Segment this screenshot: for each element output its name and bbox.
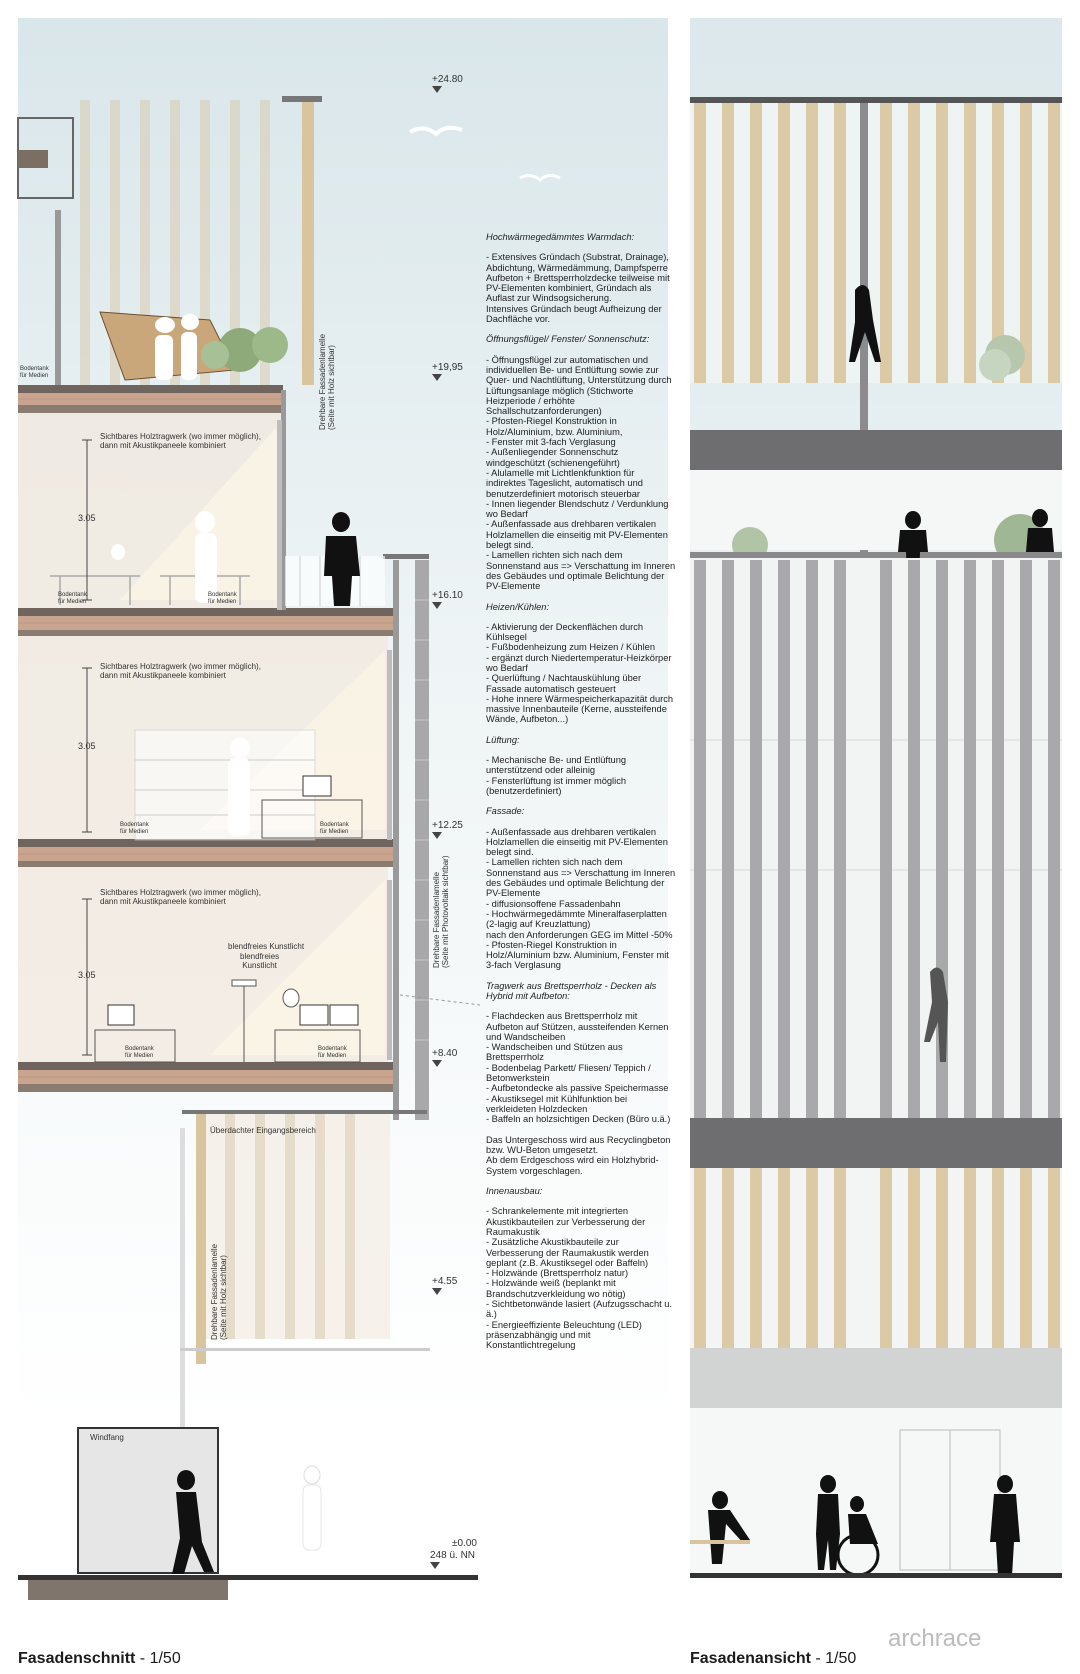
elevation-caption: Fasadenansicht - 1/50 xyxy=(690,1650,857,1667)
level-label: +12.25 xyxy=(432,820,463,839)
lamella-note: Drehbare Fassadenlamelle (Seite mit Holz sichtbar) xyxy=(210,1243,228,1340)
windfang-label: Windfang xyxy=(90,1433,124,1442)
entrance-note: Überdachter Eingangsbereich xyxy=(210,1126,316,1135)
level-label: +4.55 xyxy=(432,1276,457,1295)
dimension-label: 3.05 xyxy=(78,741,96,751)
notes-body: - Aktivierung der Deckenflächen durch Kühlsegel - Fußbodenheizung zum Heizen / Kühlen - ergänzt durch Niedertemperatur-Heizkörper wo Bedarf - Querlüftung / Nachtauskühlung über Fassade automatisch gesteuert - Hohe innere Wärmespeicherkapazität durch massive Innenbauteile (Kerne, aussteifende Wände, Aufbeton...) xyxy=(486,621,674,725)
notes-heading: Fassade: xyxy=(486,806,525,817)
floor-box-note: Bodentank für Medien xyxy=(320,822,349,835)
dimension-label: 3.05 xyxy=(78,513,96,523)
lamella-note: Drehbare Fassadenlamelle (Seite mit Holz sichtbar) xyxy=(318,333,336,430)
notes-body: - Extensives Gründach (Substrat, Drainage), Abdichtung, Wärmedämmung, Dampfsperre Aufbeton + Brettsperrholzdecke teilweise mit PV-Elementen kombiniert, Gründach als Auflast zur Windsogsicherung. Intensives Gründach beugt Aufheizung der Dachfläche vor. xyxy=(486,252,670,325)
level-label: +8.40 xyxy=(432,1048,457,1067)
floor-box-note: Bodentank für Medien xyxy=(20,366,49,379)
floor-box-note: Bodentank für Medien xyxy=(318,1046,347,1059)
notes-heading: Hochwärmegedämmtes Warmdach: xyxy=(486,232,635,242)
level-label: +19,95 xyxy=(432,362,463,381)
notes-body: - Außenfassade aus drehbaren vertikalen Holzlamellen die einseitig mit PV-Elementen belegt sind. - Lamellen richten sich nach dem Sonnenstand aus => Verschattung im Inneren des Gebäudes und optimale Belichtung der PV-Elemente - diffusionsoffene Fassadenbahn - Hochwärmegedämmte Mineralfaserplatten (2-lagig auf Kreuzlattung) nach den Anforderungen GEG im Mittel -50% - Pfosten-Riegel Konstruktion in Holz/Aluminium bzw. Aluminium, Fenster mit 3-fach Verglasung xyxy=(486,826,676,971)
notes-heading: Lüftung: xyxy=(486,734,520,745)
floor-box-note: Bodentank für Medien xyxy=(58,592,87,605)
floor-box-note: Bodentank für Medien xyxy=(208,592,237,605)
notes-body: - Flachdecken aus Brettsperrholz mit Aufbeton auf Stützen, aussteifenden Kernen und Wandscheiben - Wandscheiben und Stützen aus Brettsperrholz - Bodenbelag Parkett/ Fliesen/ Teppich / Betonwerkstein - Aufbetondecke als passive Speichermasse - Akustiksegel mit Kühlfunktion bei verkleideten Holzdecken - Baffeln an holzsichtigen Decken (Büro u.ä.) Das Untergeschoss wird aus Recyclingbeton bzw. WU-Beton umgesetzt. Ab dem Erdgeschoss wird ein Holzhybrid-System vorgeschlagen. xyxy=(486,1011,671,1176)
notes-heading: Öffnungsflügel/ Fenster/ Sonnenschutz: xyxy=(486,334,650,345)
notes-body: - Schrankelemente mit integrierten Akustikbauteilen zur Verbesserung der Raumakustik - Zusätzliche Akustikbauteile zur Verbesserung der Raumakustik werden geplant (z.B. Akustiksegel oder Baffeln) - Holzwände (Brettsperrholz natur) - Holzwände weiß (beplankt mit Brandschutzverkleidung wo nötig) - Sichtbetonwände lasiert (Aufzugsschacht u. ä.) - Energieeffiziente Beleuchtung (LED) präsenzabhängig und mit Konstantlichtregelung xyxy=(486,1206,673,1351)
notes-heading: Heizen/Kühlen: xyxy=(486,601,550,612)
dimension-label: 3.05 xyxy=(78,970,96,980)
level-label: +16.10 xyxy=(432,590,463,609)
level-label: +24.80 xyxy=(432,74,463,93)
ceiling-note: Sichtbares Holztragwerk (wo immer möglich), dann mit Akustikpaneele kombiniert xyxy=(100,432,261,450)
ceiling-note: Sichtbares Holztragwerk (wo immer möglich), dann mit Akustikpaneele kombiniert xyxy=(100,662,261,680)
light-note: blendfreies Kunstlicht xyxy=(240,952,280,970)
lamella-note: Drehbare Fassadenlamelle (Seite mit Photovoltaik sichtbar) xyxy=(432,855,450,968)
floor-box-note: Bodentank für Medien xyxy=(120,822,149,835)
light-note: blendfreies Kunstlicht xyxy=(228,942,305,951)
notes-body: - Mechanische Be- und Entlüftung unterstützend oder alleinig - Fensterlüftung ist immer möglich (benutzerdefiniert) xyxy=(486,755,627,796)
watermark: archrace xyxy=(888,1625,982,1652)
notes-heading: Tragwerk aus Brettsperrholz - Decken als Hybrid mit Aufbeton: xyxy=(486,980,657,1001)
level-label: ±0.00 xyxy=(452,1538,477,1549)
notes-heading: Innenausbau: xyxy=(486,1186,543,1197)
notes-body: - Öffnungsflügel zur automatischen und individuellen Be- und Entlüftung sowie zur Quer- und Nachtlüftung, Unterstützung durch Lüftungsanlage möglich (Stichworte Heizperiode / erhöhte Schallschutzanforderungen) - Pfosten-Riegel Konstruktion in Holz/Aluminium, bzw. Aluminium, - Fenster mit 3-fach Verglasung - Außenliegender Sonnenschutz windgeschützt (schienengeführt) - Alulamelle mit Lichtlenkfunktion für indirektes Tageslicht, automatisch und benutzerdefiniert motorisch steuerbar - Innen liegender Blendschutz / Verdunklung wo Bedarf - Außenfassade aus drehbaren vertikalen Holzlamellen die einseitig mit PV-Elementen belegt sind. - Lamellen richten sich nach dem Sonnenstand aus => Verschattung im Inneren des Gebäudes und optimale Belichtung der PV-Elemente xyxy=(486,354,676,592)
ceiling-note: Sichtbares Holztragwerk (wo immer möglich), dann mit Akustikpaneele kombiniert xyxy=(100,888,261,906)
floor-box-note: Bodentank für Medien xyxy=(125,1046,154,1059)
section-caption: Fasadenschnitt - 1/50 xyxy=(18,1650,181,1667)
level-label: 248 ü. NN xyxy=(430,1550,475,1569)
